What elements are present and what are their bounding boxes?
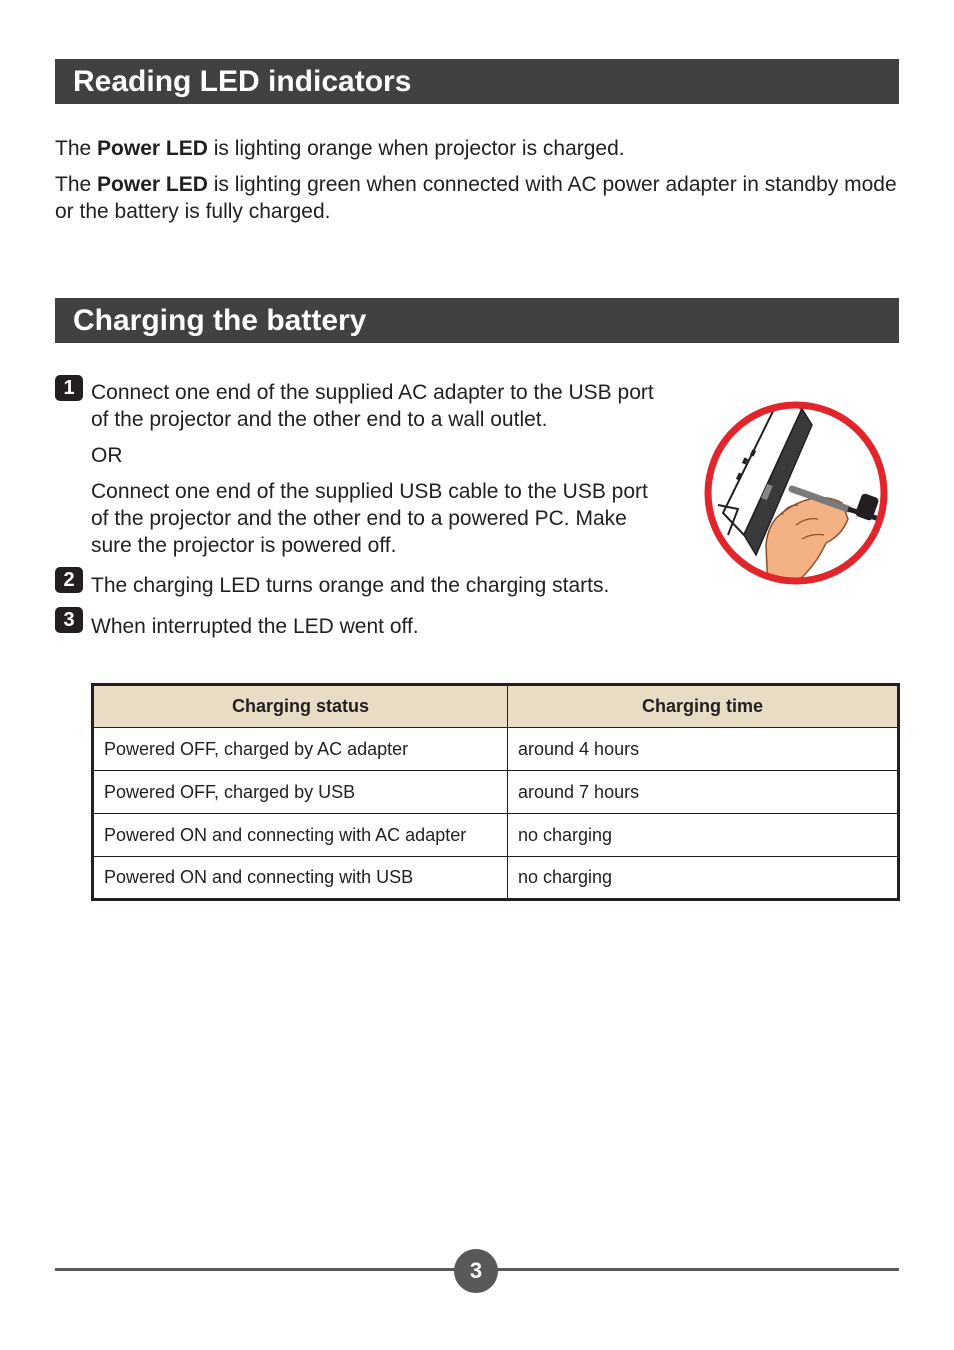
- step-1-text-ac: Connect one end of the supplied AC adapter to the USB port of the projector and the other end to a wall outlet.: [91, 381, 654, 431]
- step-1-text-usb: Connect one end of the supplied USB cable to the USB port of the projector and the other end to a powered PC. Make sure the projector is powered off.: [91, 480, 648, 557]
- time-cell: no charging: [508, 857, 899, 900]
- time-cell: no charging: [508, 814, 899, 857]
- led-paragraph-green: The Power LED is lighting green when connected with AC power adapter in standby mode or the battery is fully charged.: [55, 173, 897, 223]
- table-row: [93, 814, 899, 857]
- step-1-text-or: OR: [91, 444, 123, 467]
- time-cell: around 7 hours: [508, 771, 899, 814]
- led-paragraph-orange: The Power LED is lighting orange when projector is charged.: [55, 137, 625, 160]
- table-row: [93, 857, 899, 900]
- status-cell: Powered ON and connecting with USB: [93, 857, 508, 900]
- charging-table: [91, 683, 900, 901]
- table-row: [93, 771, 899, 814]
- column-header-time: Charging time: [508, 685, 899, 728]
- section-title-charging: Charging the battery: [55, 298, 899, 343]
- table-header-row: [93, 685, 899, 728]
- step-2-text: The charging LED turns orange and the charging starts.: [91, 574, 610, 597]
- step-3-text: When interrupted the LED went off.: [91, 615, 419, 638]
- status-cell: Powered OFF, charged by AC adapter: [93, 728, 508, 771]
- step-number-badge: 1: [55, 375, 83, 401]
- step-number-badge: 3: [55, 607, 83, 633]
- power-led-term: Power LED: [97, 173, 208, 196]
- charging-illustration: [698, 395, 894, 591]
- status-cell: Powered OFF, charged by USB: [93, 771, 508, 814]
- page-number: 3: [454, 1249, 498, 1293]
- section-title-led: Reading LED indicators: [55, 59, 899, 104]
- time-cell: around 4 hours: [508, 728, 899, 771]
- status-cell: Powered ON and connecting with AC adapter: [93, 814, 508, 857]
- column-header-status: Charging status: [93, 685, 508, 728]
- power-led-term: Power LED: [97, 137, 208, 160]
- table-row: [93, 728, 899, 771]
- step-number-badge: 2: [55, 567, 83, 593]
